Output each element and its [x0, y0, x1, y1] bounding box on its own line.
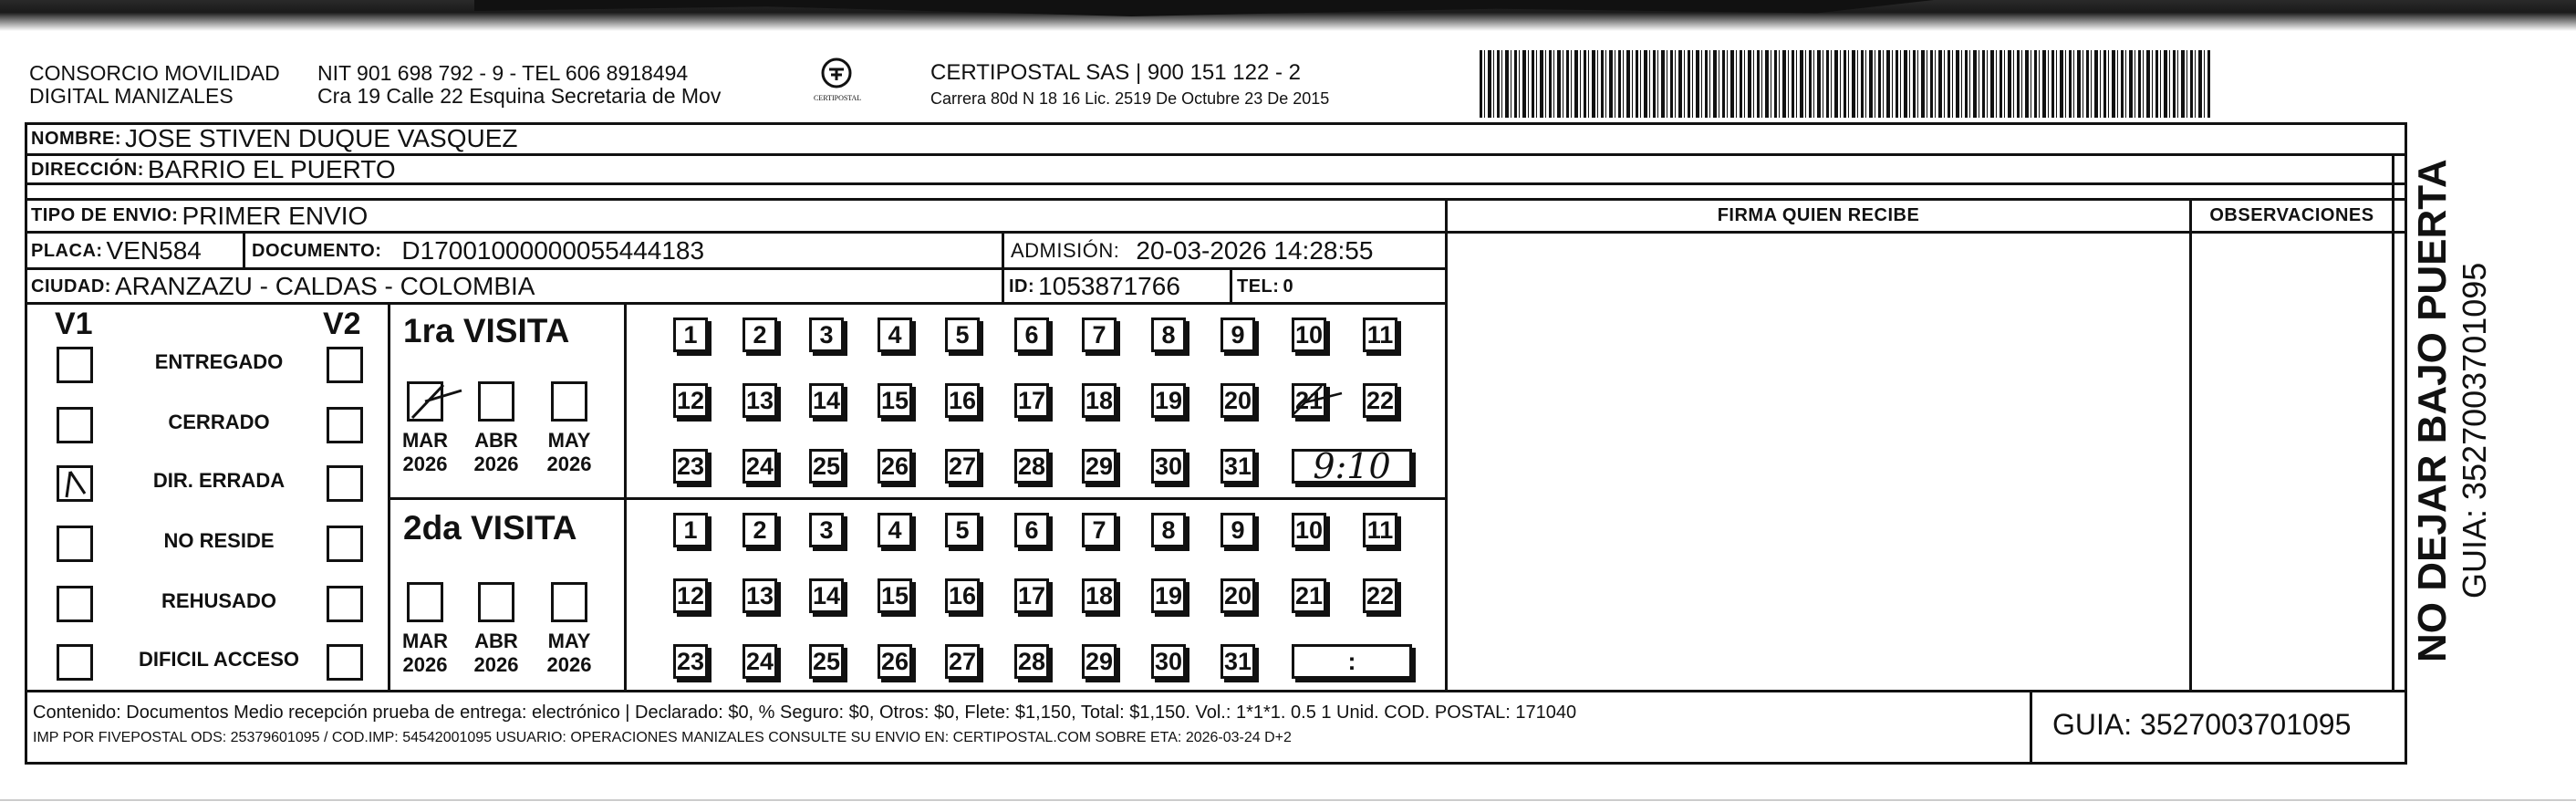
2da-visita-day-box[interactable]: 28	[1014, 644, 1049, 679]
1ra-visita-day-box[interactable]: 31	[1220, 449, 1255, 484]
documento-label: DOCUMENTO:	[252, 240, 382, 261]
no-dejar-text: NO DEJAR BAJO PUERTA	[2410, 159, 2455, 662]
tel-row	[1237, 270, 1293, 303]
divider	[1230, 270, 1232, 303]
v2-checkbox[interactable]	[327, 347, 363, 383]
2da-visita-month-label: MAY 2026	[546, 630, 592, 676]
guia-side-text: GUIA: 3527003701095	[2456, 262, 2493, 599]
ciudad-row	[31, 270, 535, 303]
2da-visita-day-box[interactable]: 6	[1014, 513, 1049, 547]
certipostal-text: CERTIPOSTAL SAS | 900 151 122 - 2	[930, 60, 1301, 85]
direccion-row	[31, 155, 396, 184]
2da-visita-day-box[interactable]: 13	[743, 578, 777, 613]
primera-visita-title: 1ra VISITA	[403, 312, 570, 349]
placa-label: PLACA:	[31, 240, 103, 261]
2da-visita-day-box[interactable]: 27	[945, 644, 980, 679]
2da-visita-day-box[interactable]: 7	[1082, 513, 1117, 547]
1ra-visita-day-box[interactable]: 8	[1151, 318, 1186, 352]
consorcio-line2: DIGITAL MANIZALES	[29, 84, 234, 108]
nombre-label: NOMBRE:	[31, 128, 122, 149]
2da-visita-day-box[interactable]: 31	[1220, 644, 1255, 679]
2da-visita-day-box[interactable]: 2	[743, 513, 777, 547]
divider	[243, 234, 245, 268]
1ra-visita-day-box[interactable]: 5	[945, 318, 980, 352]
2da-visita-day-box[interactable]: 20	[1220, 578, 1255, 613]
1ra-visita-month-label: MAY 2026	[546, 429, 592, 475]
1ra-visita-day-box[interactable]: 3	[809, 318, 844, 352]
2da-visita-day-box[interactable]: 24	[743, 644, 777, 679]
1ra-visita-day-box[interactable]: 26	[878, 449, 912, 484]
status-option-label: DIFICIL ACCESO	[138, 648, 299, 671]
2da-visita-day-box[interactable]: 30	[1151, 644, 1186, 679]
logo-text: CERTIPOSTAL	[814, 94, 862, 102]
consorcio-info	[317, 62, 721, 108]
v2-checkbox[interactable]	[327, 465, 363, 502]
2da-visita-day-box[interactable]: 15	[878, 578, 912, 613]
1ra-visita-day-box[interactable]: 2	[743, 318, 777, 352]
ciudad-label: CIUDAD:	[31, 276, 111, 297]
id-label: ID:	[1009, 276, 1035, 297]
v2-checkbox[interactable]	[327, 526, 363, 562]
v1-checkbox[interactable]	[57, 586, 93, 622]
contenido-text: Contenido: Documentos Medio recepción prueba de entrega: electrónico | Declarado: $0, % Seguro: $0, Otros: $0, Flete: $1,150, Total: $1,150. Vol.: 1*1*1. 0.5 1 Unid. COD. POSTAL: 171040	[33, 703, 1577, 723]
consorcio-line1: CONSORCIO MOVILIDAD	[29, 61, 280, 85]
1ra-visita-month-checkbox[interactable]	[407, 381, 443, 422]
2da-visita-day-box[interactable]: 5	[945, 513, 980, 547]
1ra-visita-day-box[interactable]: 7	[1082, 318, 1117, 352]
2da-visita-day-box[interactable]: 9	[1220, 513, 1255, 547]
status-option-label: NO RESIDE	[163, 529, 275, 552]
observaciones-header: OBSERVACIONES	[2209, 205, 2374, 225]
1ra-visita-month-checkbox[interactable]	[478, 381, 514, 422]
2da-visita-day-box[interactable]: 21	[1292, 578, 1326, 613]
1ra-visita-day-box[interactable]: 10	[1292, 318, 1326, 352]
documento-row	[252, 234, 704, 268]
barcode	[1480, 50, 2211, 118]
2da-visita-month-checkbox[interactable]	[407, 582, 443, 622]
address-text: Cra 19 Calle 22 Esquina Secretaria de Mov	[317, 84, 722, 108]
nombre-row	[31, 122, 518, 155]
2da-visita-day-box[interactable]: 17	[1014, 578, 1049, 613]
2da-visita-day-box[interactable]: 29	[1082, 644, 1117, 679]
nombre-value: JOSE STIVEN DUQUE VASQUEZ	[125, 124, 518, 152]
v2-checkbox[interactable]	[327, 407, 363, 443]
tipo-value: PRIMER ENVIO	[182, 201, 369, 230]
placa-row	[31, 234, 202, 268]
2da-visita-day-box[interactable]: 8	[1151, 513, 1186, 547]
2da-visita-day-box[interactable]: 16	[945, 578, 980, 613]
v1-checkbox[interactable]	[57, 407, 93, 443]
2da-visita-month-checkbox[interactable]	[551, 582, 587, 622]
1ra-visita-day-box[interactable]: 17	[1014, 383, 1049, 418]
certipostal-info	[930, 60, 1329, 109]
check-mark-icon	[407, 381, 462, 422]
consorcio-name	[29, 62, 280, 108]
divider	[2030, 692, 2032, 765]
tel-value: 0	[1283, 276, 1294, 297]
2da-visita-day-box[interactable]: 10	[1292, 513, 1326, 547]
tel-label: TEL:	[1237, 276, 1280, 297]
2da-visita-month-label: MAR 2026	[401, 630, 449, 676]
divider	[1445, 198, 1448, 691]
firma-header: FIRMA QUIEN RECIBE	[1717, 205, 1920, 225]
admision-label: ADMISIÓN:	[1011, 239, 1120, 262]
1ra-visita-day-box[interactable]: 24	[743, 449, 777, 484]
admision-row	[1011, 234, 1373, 268]
1ra-visita-month-checkbox[interactable]	[551, 381, 587, 422]
1ra-visita-day-box[interactable]: 15	[878, 383, 912, 418]
1ra-visita-day-box[interactable]: 30	[1151, 449, 1186, 484]
2da-visita-day-box[interactable]: 26	[878, 644, 912, 679]
certipostal-logo	[814, 57, 862, 102]
2da-visita-day-box[interactable]: 23	[673, 644, 708, 679]
1ra-visita-day-box[interactable]: 22	[1363, 383, 1397, 418]
2da-visita-day-box[interactable]: 4	[878, 513, 912, 547]
divider	[1002, 234, 1004, 303]
divider	[388, 497, 1447, 500]
imp-text: IMP POR FIVEPOSTAL ODS: 25379601095 / COD.IMP: 54542001095 USUARIO: OPERACIONES MANIZALES CONSULTE SU ENVIO EN: CERTIPOSTAL.COM SOBRE ETA: 2026-03-24 D+2	[33, 730, 1292, 745]
v1-checkbox[interactable]	[57, 465, 93, 502]
1ra-visita-day-box[interactable]: 14	[809, 383, 844, 418]
scan-bottom-line	[0, 799, 2576, 801]
certipostal-logo-icon	[820, 57, 853, 89]
v1-checkbox[interactable]	[57, 644, 93, 681]
2da-visita-day-box[interactable]: 19	[1151, 578, 1186, 613]
1ra-visita-day-box[interactable]: 12	[673, 383, 708, 418]
v2-label: V2	[323, 307, 361, 341]
licencia-text: Carrera 80d N 18 16 Lic. 2519 De Octubre 23 De 2015	[930, 89, 1330, 108]
strike-mark-icon	[1289, 382, 1344, 419]
1ra-visita-day-box[interactable]: 28	[1014, 449, 1049, 484]
1ra-visita-day-box[interactable]: 21	[1292, 383, 1326, 418]
2da-visita-day-box[interactable]: 1	[673, 513, 708, 547]
segunda-visita-title: 2da VISITA	[403, 509, 577, 547]
2da-visita-month-checkbox[interactable]	[478, 582, 514, 622]
1ra-visita-day-box[interactable]: 25	[809, 449, 844, 484]
1ra-visita-month-label: ABR 2026	[473, 429, 519, 475]
ciudad-value: ARANZAZU - CALDAS - COLOMBIA	[114, 272, 535, 300]
guia-footer: GUIA: 3527003701095	[2052, 708, 2352, 741]
2da-visita-day-box[interactable]: 14	[809, 578, 844, 613]
v1-label: V1	[55, 307, 93, 341]
2da-visita-month-label: ABR 2026	[473, 630, 519, 676]
nit-text: NIT 901 698 792 - 9 - TEL 606 8918494	[317, 61, 689, 85]
1ra-visita-month-label: MAR 2026	[401, 429, 449, 475]
2da-visita-day-box[interactable]: 25	[809, 644, 844, 679]
2da-visita-day-box[interactable]: 11	[1363, 513, 1397, 547]
2da-visita-day-box[interactable]: 22	[1363, 578, 1397, 613]
status-option-label: ENTREGADO	[154, 350, 284, 373]
2da-visita-day-box[interactable]: 12	[673, 578, 708, 613]
id-value: 1053871766	[1038, 272, 1180, 300]
admision-value: 20-03-2026 14:28:55	[1136, 236, 1374, 265]
placa-value: VEN584	[106, 236, 202, 265]
status-option-label: REHUSADO	[161, 589, 276, 612]
1ra-visita-day-box[interactable]: 23	[673, 449, 708, 484]
id-row	[1009, 270, 1180, 303]
1ra-visita-day-box[interactable]: 1	[673, 318, 708, 352]
1ra-visita-day-box[interactable]: 29	[1082, 449, 1117, 484]
1ra-visita-time-box[interactable]: 9:10	[1292, 449, 1412, 484]
divider	[25, 690, 2407, 692]
divider	[2189, 198, 2192, 691]
2da-visita-time-box[interactable]: :	[1292, 644, 1412, 679]
tipo-row	[31, 200, 368, 232]
divider	[2392, 155, 2394, 691]
1ra-visita-day-box[interactable]: 11	[1363, 318, 1397, 352]
1ra-visita-day-box[interactable]: 16	[945, 383, 980, 418]
v1-checkbox[interactable]	[57, 526, 93, 562]
1ra-visita-day-box[interactable]: 19	[1151, 383, 1186, 418]
1ra-visita-day-box[interactable]: 20	[1220, 383, 1255, 418]
status-option-label: DIR. ERRADA	[152, 469, 286, 492]
scan-top-edge	[0, 0, 2576, 31]
direccion-label: DIRECCIÓN:	[31, 159, 144, 180]
1ra-visita-day-box[interactable]: 13	[743, 383, 777, 418]
1ra-visita-day-box[interactable]: 18	[1082, 383, 1117, 418]
v2-checkbox[interactable]	[327, 586, 363, 622]
1ra-visita-day-box[interactable]: 4	[878, 318, 912, 352]
v1-checkbox[interactable]	[57, 347, 93, 383]
v2-checkbox[interactable]	[327, 644, 363, 681]
status-option-label: CERRADO	[168, 411, 270, 433]
2da-visita-day-box[interactable]: 18	[1082, 578, 1117, 613]
direccion-value: BARRIO EL PUERTO	[147, 155, 396, 183]
documento-value: D17001000000055444183	[401, 236, 705, 265]
tipo-label: TIPO DE ENVIO:	[31, 205, 179, 225]
1ra-visita-day-box[interactable]: 6	[1014, 318, 1049, 352]
check-mark-icon	[59, 468, 90, 499]
1ra-visita-day-box[interactable]: 9	[1220, 318, 1255, 352]
2da-visita-day-box[interactable]: 3	[809, 513, 844, 547]
1ra-visita-day-box[interactable]: 27	[945, 449, 980, 484]
